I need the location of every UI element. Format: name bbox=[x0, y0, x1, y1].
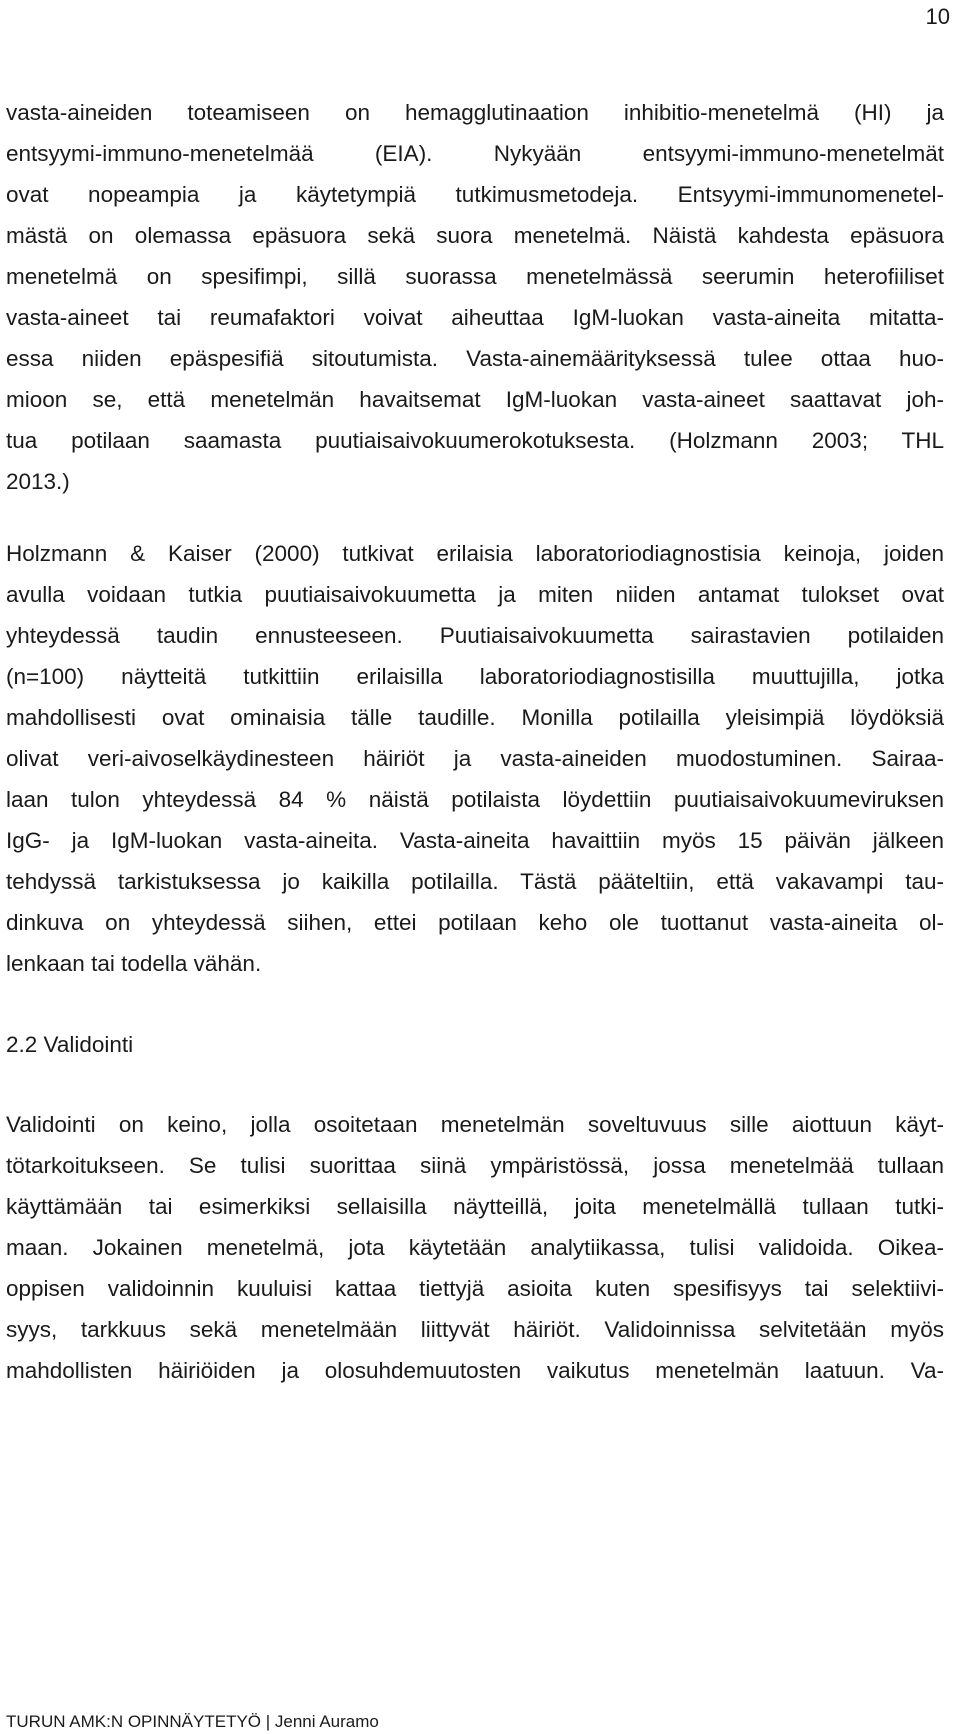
text-line: tehdyssä tarkistuksessa jo kaikilla potilailla. Tästä pääteltiin, että vakavampi tau- bbox=[6, 869, 944, 894]
text-line: laan tulon yhteydessä 84 % näistä potilaista löydettiin puutiaisaivokuumeviruksen bbox=[6, 787, 944, 812]
text-line: essa niiden epäspesifiä sitoutumista. Vasta-ainemäärityksessä tulee ottaa huo- bbox=[6, 346, 944, 371]
text-line: mahdollisesti ovat ominaisia tälle taudille. Monilla potilailla yleisimpiä löydöksiä bbox=[6, 705, 944, 730]
text-line: vasta-aineet tai reumafaktori voivat aiheuttaa IgM-luokan vasta-aineita mitatta- bbox=[6, 305, 944, 330]
text-line: IgG- ja IgM-luokan vasta-aineita. Vasta-aineita havaittiin myös 15 päivän jälkeen bbox=[6, 828, 944, 853]
text-line: syys, tarkkuus sekä menetelmään liittyvät häiriöt. Validoinnissa selvitetään myös bbox=[6, 1317, 944, 1342]
text-line: entsyymi-immuno-menetelmää (EIA). Nykyään entsyymi-immuno-menetelmät bbox=[6, 141, 944, 166]
footer: TURUN AMK:N OPINNÄYTETYÖ | Jenni Auramo bbox=[6, 1712, 379, 1731]
text-line: käyttämään tai esimerkiksi sellaisilla näytteillä, joita menetelmällä tullaan tutki- bbox=[6, 1194, 944, 1219]
text-line: 2013.) bbox=[6, 469, 70, 494]
text-line: oppisen validoinnin kuuluisi kattaa tiettyjä asioita kuten spesifisyys tai selektiivi- bbox=[6, 1276, 944, 1301]
text-line: mahdollisten häiriöiden ja olosuhdemuutosten vaikutus menetelmän laatuun. Va- bbox=[6, 1358, 944, 1383]
text-line: mästä on olemassa epäsuora sekä suora menetelmä. Näistä kahdesta epäsuora bbox=[6, 223, 944, 248]
text-line: tötarkoitukseen. Se tulisi suorittaa siinä ympäristössä, jossa menetelmää tullaan bbox=[6, 1153, 944, 1178]
text-line: lenkaan tai todella vähän. bbox=[6, 951, 262, 976]
text-line: (n=100) näytteitä tutkittiin erilaisilla laboratoriodiagnostisilla muuttujilla, jotka bbox=[6, 664, 944, 689]
text-line: avulla voidaan tutkia puutiaisaivokuumetta ja miten niiden antamat tulokset ovat bbox=[6, 582, 944, 607]
text-line: mioon se, että menetelmän havaitsemat IgM-luokan vasta-aineet saattavat joh- bbox=[6, 387, 944, 412]
text-line: olivat veri-aivoselkäydinesteen häiriöt ja vasta-aineiden muodostuminen. Sairaa- bbox=[6, 746, 944, 771]
text-line: vasta-aineiden toteamiseen on hemagglutinaation inhibitio-menetelmä (HI) ja bbox=[6, 100, 944, 125]
page-number: 10 bbox=[925, 4, 950, 29]
section-heading: 2.2 Validointi bbox=[6, 1032, 134, 1057]
text-line: Holzmann & Kaiser (2000) tutkivat erilaisia laboratoriodiagnostisia keinoja, joiden bbox=[6, 541, 944, 566]
text-line: menetelmä on spesifimpi, sillä suorassa menetelmässä seerumin heterofiiliset bbox=[6, 264, 944, 289]
text-line: yhteydessä taudin ennusteeseen. Puutiaisaivokuumetta sairastavien potilaiden bbox=[6, 623, 944, 648]
text-line: maan. Jokainen menetelmä, jota käytetään analytiikassa, tulisi validoida. Oikea- bbox=[6, 1235, 944, 1260]
text-line: Validointi on keino, jolla osoitetaan menetelmän soveltuvuus sille aiottuun käyt- bbox=[6, 1112, 944, 1137]
text-line: ovat nopeampia ja käytetympiä tutkimusmetodeja. Entsyymi-immunomenetel- bbox=[6, 182, 944, 207]
text-line: dinkuva on yhteydessä siihen, ettei potilaan keho ole tuottanut vasta-aineita ol- bbox=[6, 910, 944, 935]
text-line: tua potilaan saamasta puutiaisaivokuumerokotuksesta. (Holzmann 2003; THL bbox=[6, 428, 944, 453]
